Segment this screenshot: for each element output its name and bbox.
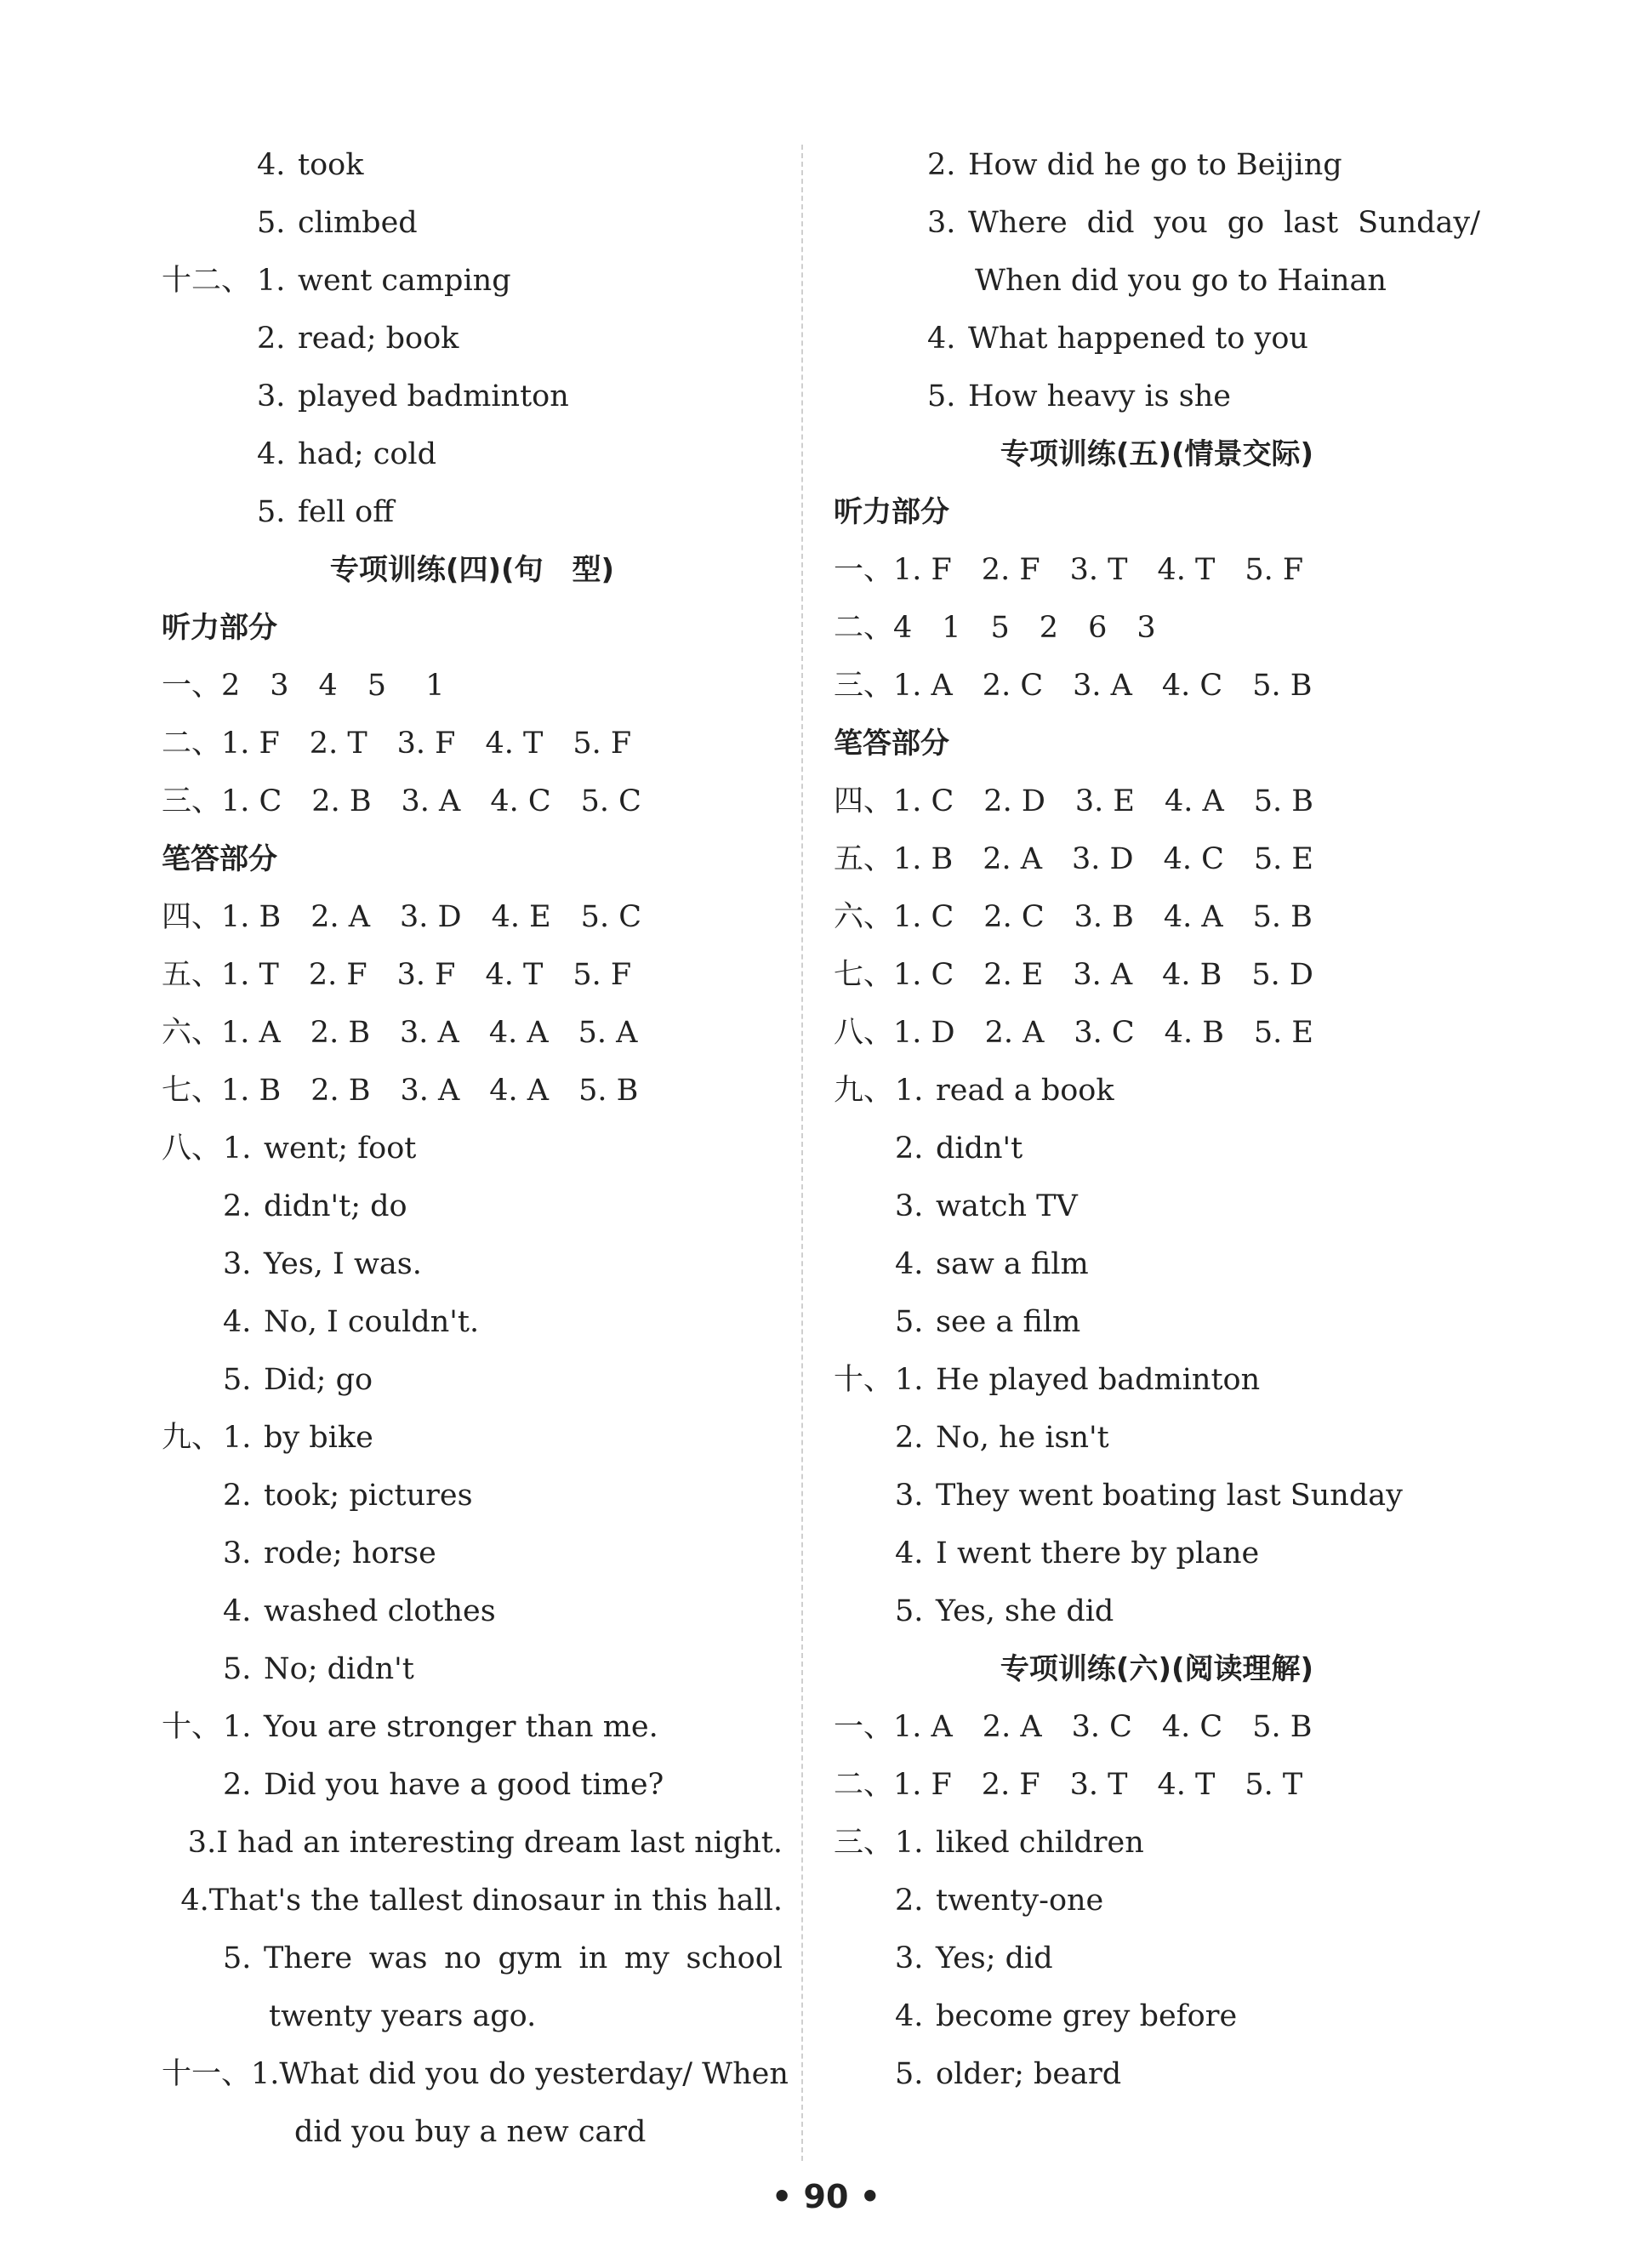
answer-text: see a film: [936, 1305, 1081, 1339]
answer-text: washed clothes: [264, 1594, 496, 1628]
item-number: 4.: [257, 437, 286, 471]
answer-text: I went there by plane: [936, 1536, 1260, 1570]
section-subheading: 笔答部分: [834, 727, 949, 761]
item-number: 4.: [895, 1999, 924, 2033]
question-marker: 十、: [162, 1710, 222, 1744]
answer-text: took: [298, 148, 364, 182]
answer-text: Did you have a good time?: [264, 1768, 664, 1802]
item-number: 1.: [895, 1826, 924, 1860]
answer-text: Yes, I was.: [264, 1247, 422, 1281]
answer-item: [834, 2045, 1480, 2103]
question-marker: 八、: [162, 1132, 222, 1166]
item-number: 4.: [895, 1536, 924, 1570]
answer-line: 四、1. C 2. D 3. E 4. A 5. B: [834, 784, 1313, 818]
item-number: 2.: [223, 1189, 252, 1223]
item-number: 4.: [223, 1594, 252, 1628]
answer-item: [162, 252, 783, 310]
item-number: 3.: [187, 1826, 217, 1860]
answer-text: didn't: [936, 1132, 1023, 1166]
item-number: 4.: [180, 1884, 209, 1918]
answer-text: He played badminton: [936, 1363, 1261, 1397]
answer-item: [834, 1872, 1480, 1930]
item-number: 2.: [895, 1132, 924, 1166]
answer-line: 三、1. C 2. B 3. A 4. C 5. C: [162, 784, 641, 818]
answer-item: [162, 2045, 789, 2103]
item-number: 4.: [895, 1247, 924, 1281]
section-subheading: 听力部分: [834, 495, 949, 529]
item-number: 5.: [895, 1305, 924, 1339]
indent-spacer: [162, 483, 257, 541]
indent-spacer: [834, 310, 927, 368]
question-marker: 十二、: [162, 264, 252, 298]
answer-item: [162, 1582, 783, 1640]
section-title: 专项训练(五)(情景交际): [1000, 437, 1314, 471]
indent-spacer: [834, 194, 927, 252]
answer-text: become grey before: [936, 1999, 1238, 2033]
indent-spacer: [162, 1293, 223, 1351]
answer-text: went; foot: [264, 1132, 417, 1166]
section-title: 专项训练(四)(句 型): [329, 553, 615, 587]
indent-spacer: [162, 194, 257, 252]
item-number: 5.: [257, 495, 286, 529]
answer-text: No, I couldn't.: [264, 1305, 480, 1339]
indent-spacer: [834, 1872, 895, 1930]
answer-text: didn't; do: [264, 1189, 407, 1223]
answer-item: [834, 368, 1480, 425]
answer-line: 五、1. B 2. A 3. D 4. C 5. E: [834, 842, 1313, 876]
indent-spacer: [162, 1582, 223, 1640]
item-number: 2.: [895, 1421, 924, 1455]
item-number: 2.: [895, 1884, 924, 1918]
question-marker: 九、: [162, 1421, 222, 1455]
item-number: 5.: [223, 1652, 252, 1686]
answer-text: I had an interesting dream last night.: [216, 1826, 783, 1860]
answer-item: [162, 1525, 783, 1582]
answer-item: [162, 1235, 783, 1293]
answer-line: 二、4 1 5 2 6 3: [834, 611, 1156, 645]
item-number: 3.: [895, 1479, 924, 1513]
indent-spacer: [162, 368, 257, 425]
answer-text: went camping: [298, 264, 511, 298]
indent-spacer: [162, 1177, 223, 1235]
answer-item: [162, 1293, 783, 1351]
answer-item: [162, 1467, 783, 1525]
item-number: 4.: [257, 148, 286, 182]
indent-spacer: [834, 1293, 895, 1351]
answer-item: [834, 1062, 1480, 1120]
item-number: 1.: [223, 1132, 252, 1166]
answer-item: [834, 1120, 1480, 1177]
indent-spacer: [162, 136, 257, 194]
answer-continuation: When did you go to Hainan: [975, 264, 1387, 298]
indent-spacer: [834, 1930, 895, 1987]
item-number: 3.: [223, 1247, 252, 1281]
item-number: 2.: [257, 322, 286, 356]
answer-text: watch TV: [936, 1189, 1078, 1223]
answer-text: played badminton: [298, 379, 569, 413]
answer-item: [834, 1987, 1480, 2045]
answer-item: [162, 1177, 783, 1235]
answer-item: [162, 483, 783, 541]
indent-spacer: [834, 1467, 895, 1525]
answer-line: 四、1. B 2. A 3. D 4. E 5. C: [162, 900, 641, 934]
answer-item: [162, 1872, 783, 1930]
indent-spacer: [834, 2045, 895, 2103]
answer-continuation: twenty years ago.: [269, 1999, 537, 2033]
item-number: 1.: [257, 264, 286, 298]
answer-text: saw a film: [936, 1247, 1089, 1281]
question-marker: 三、: [834, 1826, 894, 1860]
answer-text: older; beard: [936, 2057, 1122, 2091]
answer-item: [834, 1293, 1480, 1351]
answer-text: Where did you go last Sunday/: [968, 206, 1480, 240]
item-number: 4.: [927, 322, 956, 356]
item-number: 1.: [251, 2057, 280, 2091]
answer-text: Did; go: [264, 1363, 373, 1397]
answer-line: 一、2 3 4 5 1: [162, 669, 445, 703]
answer-line: 一、1. F 2. F 3. T 4. T 5. F: [834, 553, 1304, 587]
indent-spacer: [834, 1120, 895, 1177]
answer-continuation: did you buy a new card: [294, 2115, 647, 2149]
answer-text: That's the tallest dinosaur in this hall.: [208, 1884, 783, 1918]
answer-item: [162, 1698, 783, 1756]
answer-item: [834, 1525, 1480, 1582]
item-number: 1.: [223, 1421, 252, 1455]
item-number: 5.: [223, 1363, 252, 1397]
item-number: 5.: [927, 379, 956, 413]
answer-item: [834, 310, 1480, 368]
answer-item: [834, 1409, 1480, 1467]
answer-item: [834, 1235, 1480, 1293]
answer-item: [162, 368, 783, 425]
page-number: • 90 •: [772, 2178, 880, 2215]
answer-line: 七、1. B 2. B 3. A 4. A 5. B: [162, 1074, 639, 1108]
item-number: 5.: [257, 206, 286, 240]
indent-spacer: [162, 1467, 223, 1525]
item-number: 3.: [223, 1536, 252, 1570]
indent-spacer: [834, 136, 927, 194]
answer-item: [162, 1814, 783, 1872]
answer-line: 五、1. T 2. F 3. F 4. T 5. F: [162, 958, 632, 992]
answer-item: [162, 1351, 783, 1409]
answer-item: [162, 194, 783, 252]
answer-item: [834, 1814, 1480, 1872]
right-column: [834, 136, 1480, 2103]
answer-line: 八、1. D 2. A 3. C 4. B 5. E: [834, 1016, 1313, 1050]
section-subheading: 笔答部分: [162, 842, 277, 876]
answer-text: took; pictures: [264, 1479, 473, 1513]
answer-item: [162, 310, 783, 368]
answer-item: [834, 194, 1480, 252]
answer-line: 二、1. F 2. T 3. F 4. T 5. F: [162, 727, 632, 761]
question-marker: 九、: [834, 1074, 894, 1108]
answer-item: [162, 1409, 783, 1467]
indent-spacer: [162, 1756, 223, 1814]
indent-spacer: [162, 1872, 180, 1930]
answer-text: read; book: [298, 322, 459, 356]
answer-text: There was no gym in my school: [264, 1941, 783, 1975]
indent-spacer: [834, 1409, 895, 1467]
indent-spacer: [834, 1235, 895, 1293]
indent-spacer: [834, 1987, 895, 2045]
indent-spacer: [162, 1640, 223, 1698]
answer-line: 二、1. F 2. F 3. T 4. T 5. T: [834, 1768, 1303, 1802]
indent-spacer: [162, 1525, 223, 1582]
indent-spacer: [162, 1235, 223, 1293]
answer-item: [834, 1930, 1480, 1987]
answer-text: How did he go to Beijing: [968, 148, 1342, 182]
answer-text: They went boating last Sunday: [936, 1479, 1403, 1513]
item-number: 1.: [895, 1363, 924, 1397]
answer-item: [834, 1582, 1480, 1640]
answer-text: twenty-one: [936, 1884, 1104, 1918]
item-number: 4.: [223, 1305, 252, 1339]
answer-text: liked children: [936, 1826, 1144, 1860]
answer-item: [162, 1930, 783, 1987]
item-number: 3.: [895, 1189, 924, 1223]
answer-text: How heavy is she: [968, 379, 1231, 413]
item-number: 2.: [223, 1768, 252, 1802]
answer-text: had; cold: [298, 437, 437, 471]
answer-text: No, he isn't: [936, 1421, 1109, 1455]
indent-spacer: [162, 1930, 223, 1987]
column-divider: [801, 145, 803, 2161]
section-subheading: 听力部分: [162, 611, 277, 645]
answer-line: 一、1. A 2. A 3. C 4. C 5. B: [834, 1710, 1313, 1744]
answer-item: [834, 136, 1480, 194]
answer-item: [834, 1177, 1480, 1235]
indent-spacer: [834, 1525, 895, 1582]
indent-spacer: [162, 1351, 223, 1409]
item-number: 3.: [927, 206, 956, 240]
answer-text: You are stronger than me.: [264, 1710, 658, 1744]
item-number: 1.: [223, 1710, 252, 1744]
question-marker: 十、: [834, 1363, 894, 1397]
answer-text: climbed: [298, 206, 418, 240]
item-number: 1.: [895, 1074, 924, 1108]
answer-text: What did you do yesterday/ When: [279, 2057, 789, 2091]
answer-item: [162, 1756, 783, 1814]
answer-item: [162, 1120, 783, 1177]
section-title: 专项训练(六)(阅读理解): [1000, 1652, 1314, 1686]
indent-spacer: [834, 1582, 895, 1640]
answer-item: [834, 1351, 1480, 1409]
answer-text: by bike: [264, 1421, 373, 1455]
answer-text: No; didn't: [264, 1652, 414, 1686]
answer-item: [834, 1467, 1480, 1525]
item-number: 3.: [895, 1941, 924, 1975]
indent-spacer: [834, 368, 927, 425]
answer-item: [162, 1640, 783, 1698]
answer-line: 六、1. C 2. C 3. B 4. A 5. B: [834, 900, 1313, 934]
item-number: 5.: [895, 1594, 924, 1628]
item-number: 5.: [895, 2057, 924, 2091]
answer-text: rode; horse: [264, 1536, 436, 1570]
item-number: 3.: [257, 379, 286, 413]
item-number: 2.: [927, 148, 956, 182]
question-marker: 十一、: [162, 2057, 252, 2091]
answer-item: [162, 136, 783, 194]
answer-line: 七、1. C 2. E 3. A 4. B 5. D: [834, 958, 1313, 992]
answer-line: 六、1. A 2. B 3. A 4. A 5. A: [162, 1016, 638, 1050]
item-number: 5.: [223, 1941, 252, 1975]
answer-text: fell off: [298, 495, 395, 529]
answer-item: [162, 425, 783, 483]
answer-text: read a book: [936, 1074, 1114, 1108]
item-number: 2.: [223, 1479, 252, 1513]
left-column: [162, 136, 789, 2161]
answer-text: Yes; did: [936, 1941, 1053, 1975]
indent-spacer: [162, 310, 257, 368]
indent-spacer: [162, 1814, 188, 1872]
answer-line: 三、1. A 2. C 3. A 4. C 5. B: [834, 669, 1313, 703]
answer-text: Yes, she did: [936, 1594, 1114, 1628]
indent-spacer: [834, 1177, 895, 1235]
answer-text: What happened to you: [968, 322, 1308, 356]
indent-spacer: [162, 425, 257, 483]
